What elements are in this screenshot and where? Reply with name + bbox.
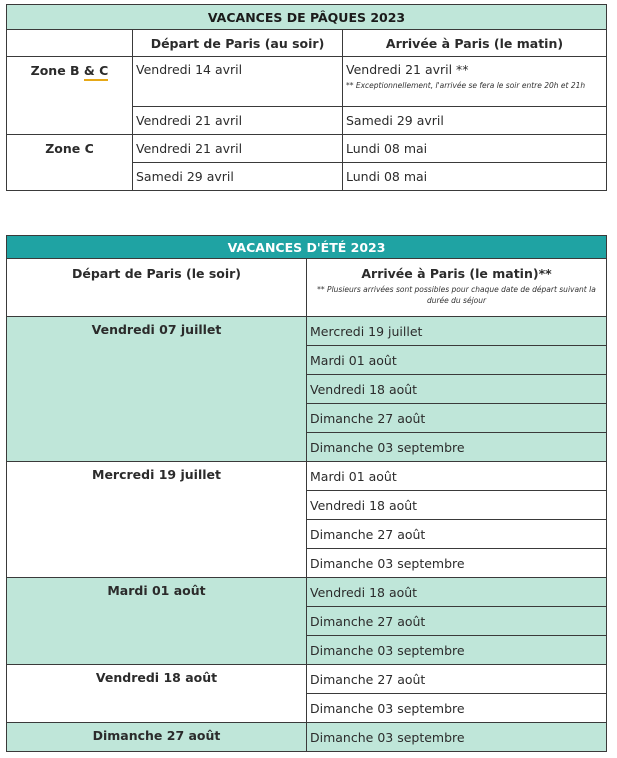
summer-header-arrival-label: Arrivée à Paris (le matin)**: [361, 266, 552, 281]
arrival-cell: Dimanche 03 septembre: [307, 723, 607, 752]
departure-cell: Vendredi 07 juillet: [7, 317, 307, 462]
departure-cell: Mercredi 19 juillet: [7, 462, 307, 578]
arrival-cell: Dimanche 03 septembre: [307, 636, 607, 665]
summer-header-arrival-note: ** Plusieurs arrivées sont possibles pour chaque date de départ suivant la durée du séjour: [317, 285, 596, 305]
table-row: [7, 317, 607, 346]
table-row: [7, 57, 607, 107]
arrival-cell: Vendredi 18 août: [307, 375, 607, 404]
table-row: [7, 578, 607, 607]
arrival-cell: Dimanche 03 septembre: [307, 694, 607, 723]
arrival-cell: Lundi 08 mai: [343, 163, 607, 191]
arrival-cell: Dimanche 27 août: [307, 607, 607, 636]
arrival-cell: Dimanche 27 août: [307, 404, 607, 433]
easter-schedule-table: [6, 4, 607, 191]
easter-header-empty: [7, 30, 133, 57]
arrival-cell: Mardi 01 août: [307, 462, 607, 491]
arrival-cell: [343, 57, 607, 107]
arrival-date: Vendredi 21 avril **: [346, 62, 469, 77]
table-row: [7, 723, 607, 752]
arrival-cell: Lundi 08 mai: [343, 135, 607, 163]
departure-cell: Vendredi 18 août: [7, 665, 307, 723]
arrival-note: ** Exceptionnellement, l'arrivée se fera le soir entre 20h et 21h: [346, 81, 586, 90]
easter-header-departure: Départ de Paris (au soir): [133, 30, 343, 57]
zone-label-b-part: Zone B: [30, 63, 84, 78]
table-row: [7, 135, 607, 163]
zone-label-c-part: & C: [84, 63, 108, 81]
departure-cell: Samedi 29 avril: [133, 163, 343, 191]
departure-cell: Vendredi 21 avril: [133, 135, 343, 163]
departure-cell: Dimanche 27 août: [7, 723, 307, 752]
departure-cell: Mardi 01 août: [7, 578, 307, 665]
arrival-cell: Vendredi 18 août: [307, 491, 607, 520]
summer-table-title: VACANCES D'ÉTÉ 2023: [7, 236, 607, 259]
arrival-cell: Dimanche 27 août: [307, 520, 607, 549]
arrival-cell: Mardi 01 août: [307, 346, 607, 375]
departure-cell: Vendredi 14 avril: [133, 57, 343, 107]
table-row: [7, 462, 607, 491]
summer-schedule-table: [6, 235, 607, 752]
departure-cell: Vendredi 21 avril: [133, 107, 343, 135]
zone-label-b-c: [7, 57, 133, 135]
arrival-cell: Samedi 29 avril: [343, 107, 607, 135]
arrival-cell: Mercredi 19 juillet: [307, 317, 607, 346]
zone-label-c: Zone C: [7, 135, 133, 191]
summer-header-departure: Départ de Paris (le soir): [7, 259, 307, 317]
arrival-cell: Vendredi 18 août: [307, 578, 607, 607]
table-row: [7, 665, 607, 694]
easter-header-arrival: Arrivée à Paris (le matin): [343, 30, 607, 57]
easter-table-title: VACANCES DE PÂQUES 2023: [7, 5, 607, 30]
arrival-cell: Dimanche 27 août: [307, 665, 607, 694]
summer-header-arrival: [307, 259, 607, 317]
summer-body: [7, 317, 607, 752]
arrival-cell: Dimanche 03 septembre: [307, 549, 607, 578]
arrival-cell: Dimanche 03 septembre: [307, 433, 607, 462]
